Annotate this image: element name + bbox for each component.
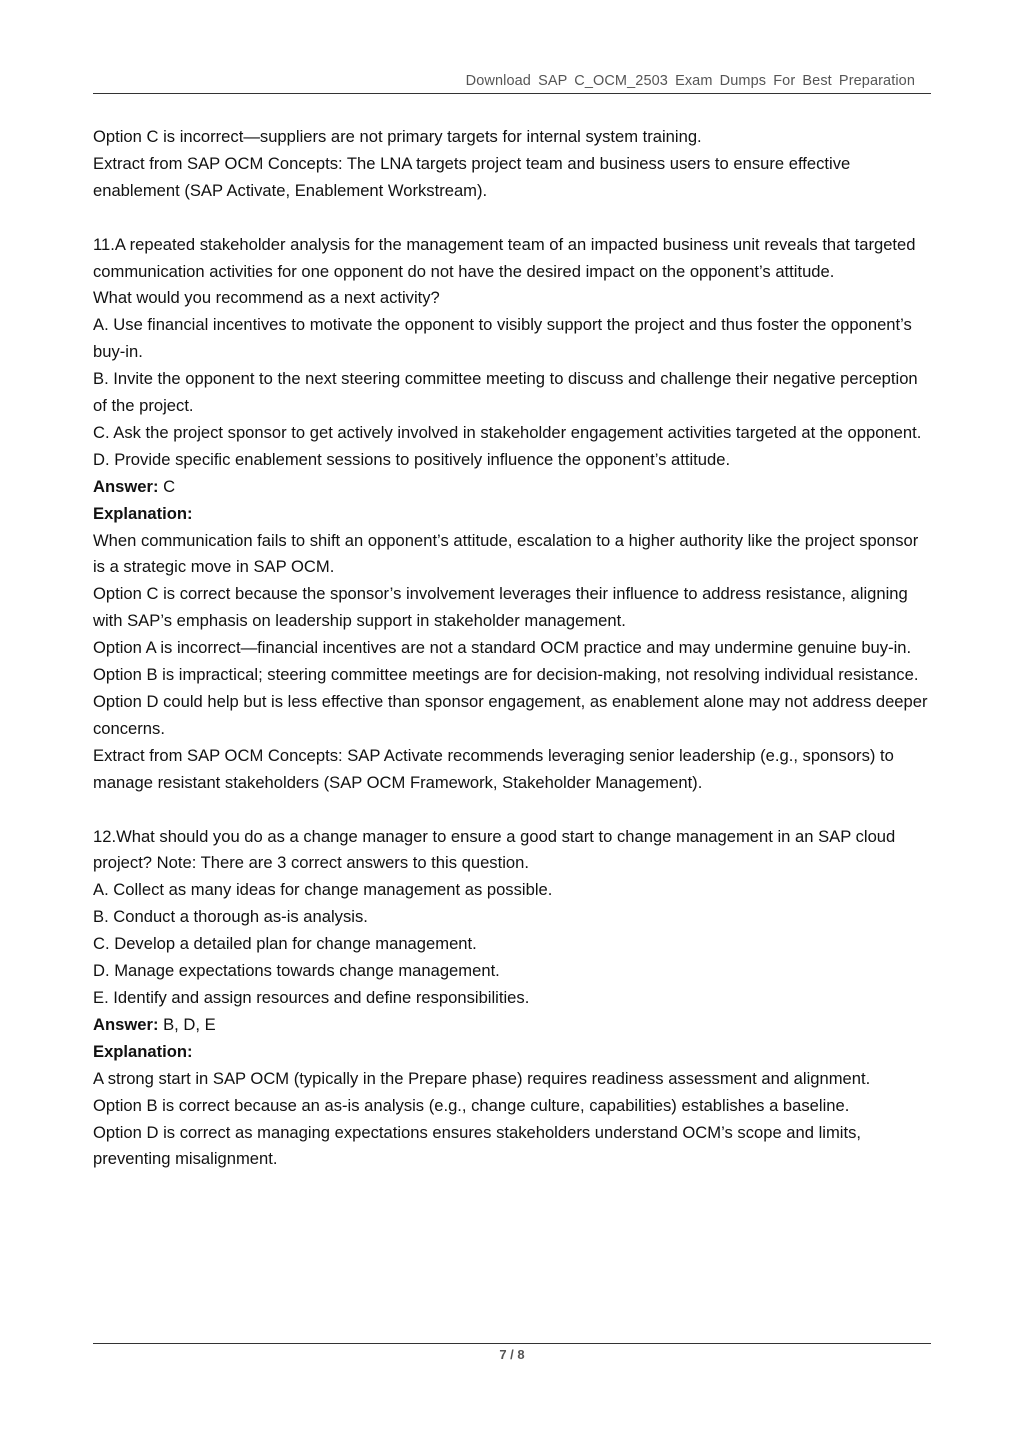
question-prompt: What would you recommend as a next activity? [93,288,440,308]
page-number: 7 / 8 [499,1347,525,1362]
question-12 [93,824,933,1174]
answer-option: B. Invite the opponent to the next steering committee meeting to discuss and challenge their negative perception of the project. [93,369,918,416]
answer-option: C. Ask the project sponsor to get actively involved in stakeholder engagement activities targeted at the opponent. [93,422,922,442]
paragraph-gap [93,797,933,824]
header-divider [93,93,931,94]
answer-option: D. Manage expectations towards change management. [93,961,500,981]
answer-option: B. Conduct a thorough as-is analysis. [93,907,368,927]
question-11 [93,232,933,797]
explanation-paragraph: Option B is correct because an as-is analysis (e.g., change culture, capabilities) establishes a baseline. [93,1095,850,1115]
explanation-paragraph: Option D could help but is less effective than sponsor engagement, as enablement alone may not address deeper concerns. [93,692,928,738]
answer-line [93,474,933,501]
explanation-paragraph: Option C is correct because the sponsor’s involvement leverages their influence to address resistance, aligning with SAP’s emphasis on leadership support in stakeholder management. [93,584,908,631]
answer-value: B, D, E [163,1014,216,1034]
explanation-paragraph: Option D is correct as managing expectations ensures stakeholders understand OCM’s scope and limits, preventing misalignment. [93,1122,861,1169]
answer-line [93,1012,933,1039]
explanation-paragraph: Option A is incorrect—financial incentives are not a standard OCM practice and may undermine genuine buy-in. [93,638,912,658]
answer-value: C [163,476,176,496]
explanation-paragraph: Extract from SAP OCM Concepts: SAP Activate recommends leveraging senior leadership (e.g., sponsors) to manage resistant stakeholders (SAP OCM Framework, Stakeholder Management). [93,745,894,792]
explanation-paragraph: When communication fails to shift an opponent’s attitude, escalation to a higher authority like the project sponsor is a strategic move in SAP OCM. [93,530,919,577]
explanation-heading: Explanation: [93,1041,193,1061]
question-stem: 12.What should you do as a change manager to ensure a good start to change management in an SAP cloud project? Note: There are 3 correct answers to this question. [93,826,896,873]
answer-option: C. Develop a detailed plan for change management. [93,934,477,954]
answer-label: Answer: [93,1014,159,1034]
intro-line: Extract from SAP OCM Concepts: The LNA targets project team and business users to ensure effective enablement (SAP Activate, Enablement Workstream). [93,153,851,200]
paragraph-gap [93,205,933,232]
answer-option: E. Identify and assign resources and define responsibilities. [93,987,530,1007]
footer-divider [93,1343,931,1344]
answer-option: A. Use financial incentives to motivate the opponent to visibly support the project and thus foster the opponent’s buy-in. [93,315,912,362]
page-body [93,124,933,1173]
explanation-paragraph: A strong start in SAP OCM (typically in the Prepare phase) requires readiness assessment and alignment. [93,1068,871,1088]
explanation-heading: Explanation: [93,503,193,523]
header-title: Download SAP C_OCM_2503 Exam Dumps For Best Preparation [465,73,915,89]
answer-option: D. Provide specific enablement sessions to positively influence the opponent’s attitude. [93,449,731,469]
explanation-paragraph: Option B is impractical; steering committee meetings are for decision-making, not resolving individual resistance. [93,665,919,685]
question-stem: 11.A repeated stakeholder analysis for the management team of an impacted business unit reveals that targeted communication activities for one opponent do not have the desired impact on the opponent’s attitude. [93,234,916,281]
answer-option: A. Collect as many ideas for change management as possible. [93,880,553,900]
answer-label: Answer: [93,476,159,496]
intro-line: Option C is incorrect—suppliers are not primary targets for internal system training. [93,127,702,146]
